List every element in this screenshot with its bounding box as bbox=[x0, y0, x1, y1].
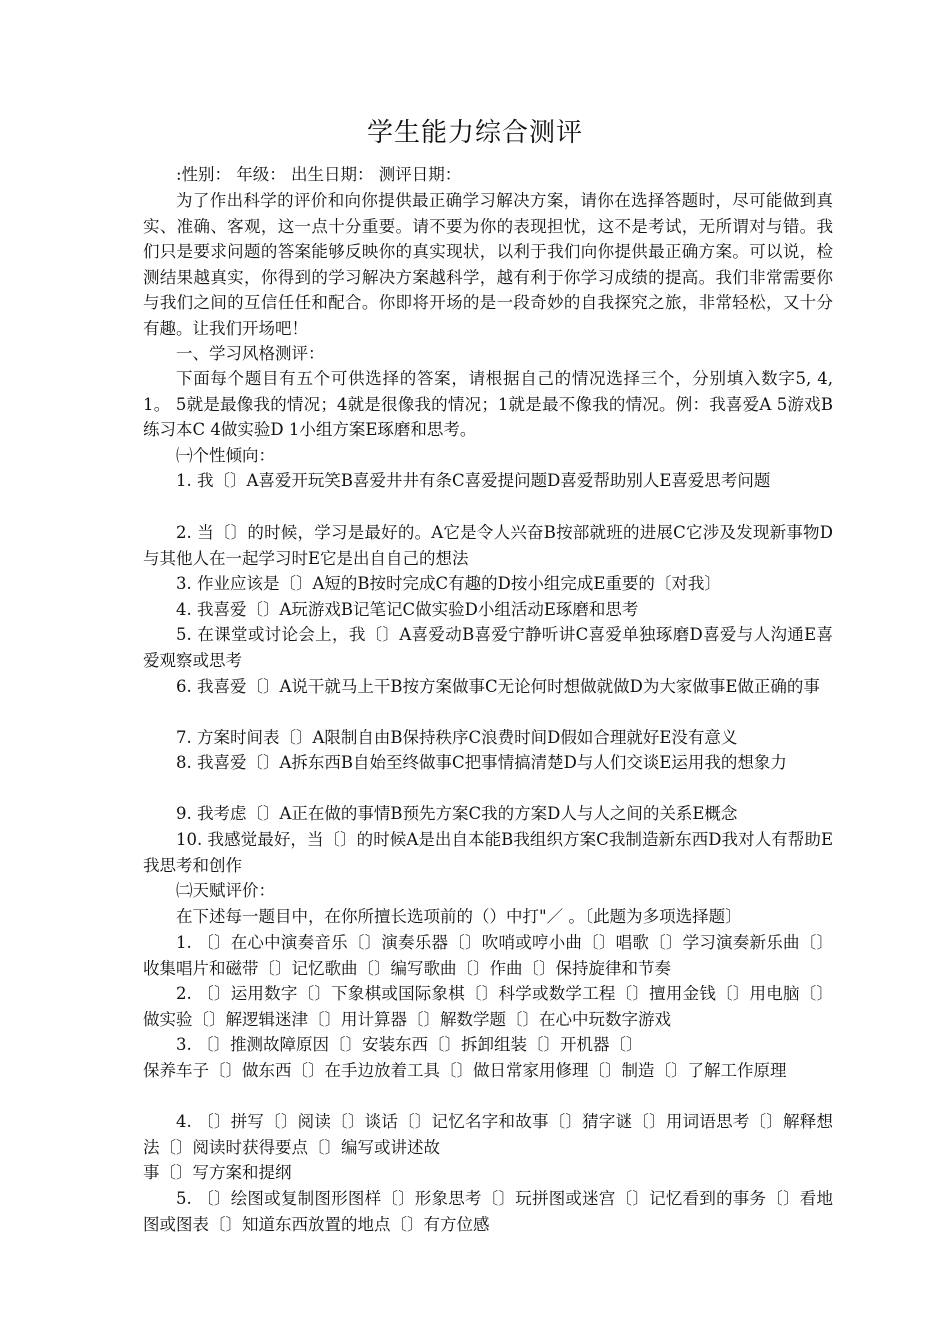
talent-item-1: 1. 〔〕在心中演奏音乐〔〕演奏乐器〔〕吹哨或哼小曲〔〕唱歌〔〕学习演奏新乐曲〔〕收集唱片和磁带〔〕记忆歌曲〔〕编写歌曲〔〕作曲〔〕保持旋律和节奏 bbox=[143, 933, 833, 978]
talent-item-3-line-2: 保养车子〔〕做东西〔〕在手边放着工具〔〕做日常家用修理〔〕制造〔〕了解工作原理 bbox=[143, 1061, 787, 1080]
intro-paragraph: 为了作出科学的评价和向你提供最正确学习解决方案，请你在选择答题时，尽可能做到真实、准确、客观，这一点十分重要。请不要为你的表现担忧，这不是考试，无所谓对与错。我们只是要求问题的答案能够反映你的真实现状，以利于我们向你提供最正确方案。可以说，检测结果越真实，你得到的学习解决方案越科学，越有利于你学习成绩的提高。我们非常需要你与我们之间的互信任任和配合。你即将开场的是一段奇妙的自我探究之旅，非常轻松，又十分有趣。让我们开场吧！ bbox=[143, 191, 833, 338]
question-6: 6. 我喜爱〔〕A说干就马上干B按方案做事C无论何时想做就做D为大家做事E做正确的事 bbox=[176, 677, 820, 696]
talent-item-2: 2. 〔〕运用数字〔〕下象棋或国际象棋〔〕科学或数学工程〔〕擅用金钱〔〕用电脑〔〕做实验〔〕解逻辑迷津〔〕用计算器〔〕解数学题〔〕在心中玩数字游戏 bbox=[143, 984, 833, 1029]
question-2: 2. 当〔〕的时候，学习是最好的。A它是令人兴奋B按部就班的进展C它涉及发现新事物D与其他人在一起学习时E它是出自自己的想法 bbox=[143, 523, 833, 568]
subsection-heading-talent: ㈡天赋评价： bbox=[176, 881, 275, 900]
question-1: 1. 我〔〕A喜爱开玩笑B喜爱井井有条C喜爱提问题D喜爱帮助别人E喜爱思考问题 bbox=[176, 471, 771, 490]
learning-style-instructions: 下面每个题目有五个可供选择的答案，请根据自己的情况选择三个，分别填入数字5, 4, 1。 5就是最像我的情况；4就是很像我的情况；1就是最不像我的情况。例：我喜爱A 5游戏B练习本C 4做实验D 1小组方案E琢磨和思考。 bbox=[143, 369, 833, 440]
question-5: 5. 在课堂或讨论会上，我〔〕A喜爱动B喜爱宁静听讲C喜爱单独琢磨D喜爱与人沟通E喜爱观察或思考 bbox=[143, 625, 833, 670]
question-9: 9. 我考虑〔〕A正在做的事情B预先方案C我的方案D人与人之间的关系E概念 bbox=[176, 804, 738, 823]
question-10: 10. 我感觉最好，当〔〕的时候A是出自本能B我组织方案C我制造新东西D我对人有帮助E我思考和创作 bbox=[143, 830, 833, 875]
question-3: 3. 作业应该是〔〕A短的B按时完成C有趣的D按小组完成E重要的〔对我〕 bbox=[176, 574, 721, 593]
talent-item-3-line-1: 3. 〔〕推测故障原因〔〕安装东西〔〕拆卸组装〔〕开机器〔〕 bbox=[176, 1035, 643, 1054]
talent-instructions: 在下述每一题目中，在你所擅长选项前的（）中打"／ 。〔此题为多项选择题〕 bbox=[176, 907, 742, 926]
question-8: 8. 我喜爱〔〕A拆东西B自始至终做事C把事情搞清楚D与人们交谈E运用我的想象力 bbox=[176, 753, 787, 772]
talent-item-4-line-1: 4. 〔〕拼写〔〕阅读〔〕谈话〔〕记忆名字和故事〔〕猜字谜〔〕用词语思考〔〕解释想法〔〕阅读时获得要点〔〕编写或讲述故 bbox=[143, 1112, 833, 1157]
subsection-heading-personality: ㈠个性倾向： bbox=[176, 446, 275, 465]
question-7: 7. 方案时间表〔〕A限制自由B保持秩序C浪费时间D假如合理就好E没有意义 bbox=[176, 728, 738, 747]
talent-item-4-line-2: 事〔〕写方案和提纲 bbox=[143, 1163, 292, 1182]
talent-item-5: 5. 〔〕绘图或复制图形图样〔〕形象思考〔〕玩拼图或迷宫〔〕记忆看到的事务〔〕看地图或图表〔〕知道东西放置的地点〔〕有方位感 bbox=[143, 1189, 833, 1234]
document-title: 学生能力综合测评 bbox=[366, 118, 583, 148]
info-line: :性别： 年级： 出生日期： 测评日期： bbox=[176, 165, 462, 184]
question-4: 4. 我喜爱〔〕A玩游戏B记笔记C做实验D小组活动E琢磨和思考 bbox=[176, 600, 639, 619]
section-heading-learning-style: 一、学习风格测评： bbox=[176, 344, 325, 363]
